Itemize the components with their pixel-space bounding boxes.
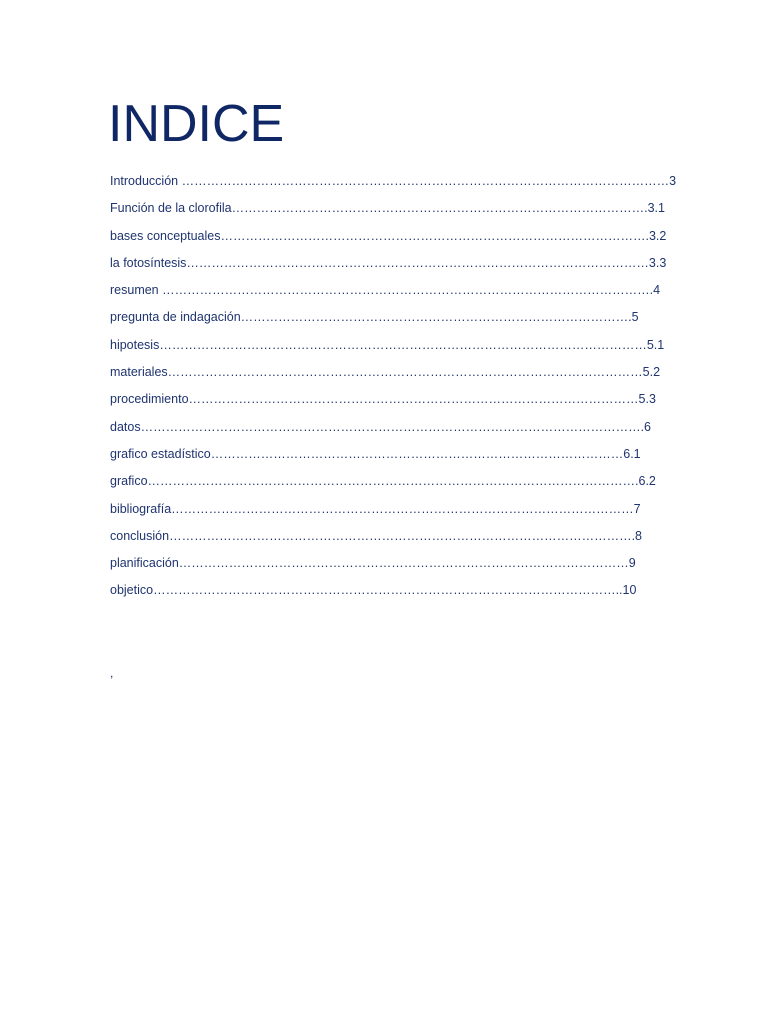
toc-entry-planificacion: planificación………………………………………………………………………………………………9 [110, 556, 636, 571]
toc-entry-resumen: resumen ……………………………………………………………………………………………………….4 [110, 283, 661, 298]
page-title: INDICE [108, 95, 285, 153]
toc-entry-materiales: materiales……………………………………………………………………………………………………5.2 [110, 365, 661, 380]
toc-entry-funcion-clorofila: Función de la clorofila……………………………………………………………………………………….3.1 [110, 201, 665, 216]
toc-entry-bibliografia: bibliografía…………………………………………………………………………………………………7 [110, 501, 641, 516]
toc-entry-hipotesis: hipotesis………………………………………………………………………………………………………5.1 [110, 337, 665, 352]
toc-entry-bases-conceptuales: bases conceptuales………………………………………………………………………………………….3.2 [110, 228, 667, 243]
toc-entry-grafico-estadistico: grafico estadístico………………………………………………………………………………………6.1 [110, 446, 641, 461]
toc-entry-conclusion: conclusión………………………………………………………………………………………………….8 [110, 528, 642, 543]
toc-entry-pregunta-indagacion: pregunta de indagación………………………………………………………………………………….5 [110, 310, 639, 325]
toc-entry-fotosintesis: la fotosíntesis…………………………………………………………………………………………………3.3 [110, 255, 667, 270]
toc-entry-objetico: objetico…………………………………………………………………………………………………..10 [110, 583, 637, 598]
toc-entry-procedimiento: procedimiento………………………………………………………………………………………………5.3 [110, 392, 656, 407]
toc-entry-grafico: grafico……………………………………………………………………………………………………….6.2 [110, 474, 656, 489]
toc-entry-introduccion: Introducción ………………………………………………………………………………………………………3 [110, 174, 677, 188]
stray-comma: , [110, 666, 114, 680]
table-of-contents [110, 170, 676, 607]
toc-entry-datos: datos………………………………………………………………………………………………………….6 [110, 419, 652, 434]
